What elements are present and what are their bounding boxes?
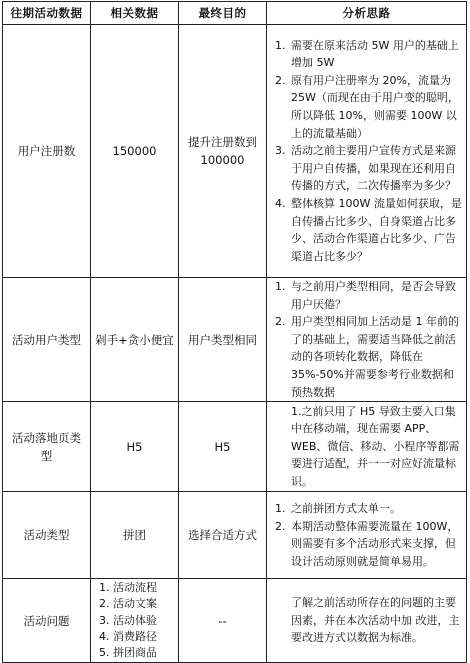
analysis-item: 1. 需要在原来活动 5W 用户的基础上增加 5W <box>289 37 462 72</box>
goal-cell <box>179 579 267 663</box>
header-analysis-approach: 分析思路 <box>267 2 467 25</box>
related-value: 拼团 <box>123 528 146 543</box>
goal-value: -- <box>218 613 227 628</box>
analysis-cell <box>267 402 467 492</box>
activity-cell <box>3 492 91 579</box>
related-cell <box>91 579 179 663</box>
analysis-item: 2. 原有用户注册率为 20%，流量为 25W（而现在由于用户变的聪明，所以降低 10%，则需要 100W 以上的流量基础） <box>289 72 462 142</box>
analysis-list <box>267 37 466 266</box>
related-cell <box>91 492 179 579</box>
related-item: 1. 活动流程 <box>113 580 178 596</box>
analysis-item: 4. 整体核算 100W 流量如何获取，是自传播占比多少、自身渠道占比多少、活动合作渠道占比多少、广告渠道占比多少？ <box>289 195 462 265</box>
related-cell <box>91 402 179 492</box>
table-row <box>3 278 467 402</box>
analysis-table <box>2 1 467 663</box>
goal-cell <box>179 492 267 579</box>
analysis-item: 1. 与之前用户类型相同，是否会导致用户厌倦？ <box>289 278 462 313</box>
analysis-item: 2. 用户类型相同加上活动是 1 年前的了的基础上，需要适当降低之前活动的各项转化数据，降低在 35%-50%并需要参考行业数据和预热数据 <box>289 313 462 401</box>
analysis-item: 2. 本期活动整体需要流量在 100W，则需要有多个活动形式来支撑，但设计活动原则就是简单易用。 <box>289 518 462 571</box>
activity-label: 活动用户类型 <box>12 332 81 347</box>
header-related-data: 相关数据 <box>91 2 179 25</box>
goal-value: H5 <box>214 439 231 454</box>
goal-value: 提升注册数到 100000 <box>188 135 257 167</box>
activity-cell <box>3 579 91 663</box>
related-value: H5 <box>126 439 143 454</box>
analysis-list <box>267 278 466 401</box>
related-item: 3. 活动体验 <box>113 613 178 629</box>
activity-label: 活动类型 <box>23 528 70 543</box>
activity-cell <box>3 25 91 278</box>
table-row <box>3 579 467 663</box>
related-item: 2. 活动文案 <box>113 596 178 612</box>
related-list <box>91 580 178 661</box>
related-value: 剁手+贪小便宜 <box>95 332 174 347</box>
analysis-cell <box>267 492 467 579</box>
analysis-item: 3. 活动之前主要用户宣传方式是来源于用户自传播，如果现在还利用自传播的方式，二次传播率为多少？ <box>289 142 462 195</box>
activity-label: 活动落地页类型 <box>12 430 81 463</box>
analysis-text: 1.之前只用了 H5 导致主要入口集中在移动端，现在需要 APP、WEB、微信、移动、小程序等都需要进行适配，并一一对应好流量标识。 <box>291 404 460 489</box>
related-item: 5. 拼团商品 <box>113 645 178 661</box>
goal-cell <box>179 402 267 492</box>
activity-cell <box>3 278 91 402</box>
analysis-cell <box>267 25 467 278</box>
goal-value: 选择合适方式 <box>188 528 257 543</box>
related-value: 150000 <box>112 144 157 158</box>
analysis-cell <box>267 278 467 402</box>
activity-label: 活动问题 <box>23 613 70 628</box>
activity-label: 用户注册数 <box>17 144 76 158</box>
related-cell <box>91 25 179 278</box>
header-past-activity-data: 往期活动数据 <box>3 2 91 25</box>
analysis-list <box>267 500 466 570</box>
analysis-text: 了解之前活动所存在的问题的主要因素，并在本次活动中加 改进，主要改进方式以数据为标准。 <box>291 596 460 645</box>
goal-cell <box>179 278 267 402</box>
activity-cell <box>3 402 91 492</box>
related-cell <box>91 278 179 402</box>
table-row <box>3 402 467 492</box>
goal-cell <box>179 25 267 278</box>
analysis-item: 1. 之前拼团方式太单一。 <box>289 500 462 518</box>
table-row <box>3 492 467 579</box>
table-header-row <box>3 2 467 25</box>
analysis-cell <box>267 579 467 663</box>
related-item: 4. 消费路径 <box>113 629 178 645</box>
table-row <box>3 25 467 278</box>
header-final-goal: 最终目的 <box>179 2 267 25</box>
goal-value: 用户类型相同 <box>188 332 257 347</box>
